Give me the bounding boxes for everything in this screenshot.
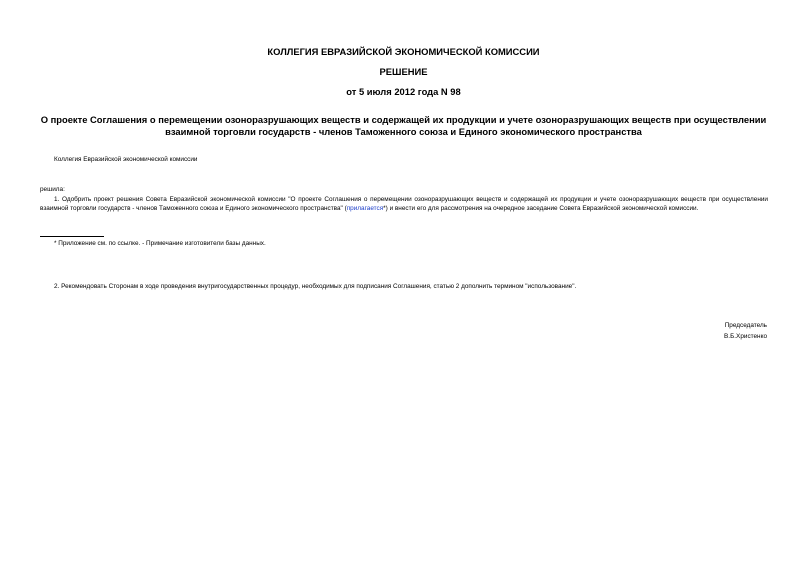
paragraph-2: 2. Рекомендовать Сторонам в ходе проведения внутригосударственных процедур, необходимых для подписания Соглашения, статью 2 дополнить термином "использование". xyxy=(54,283,577,290)
document-type-heading: РЕШЕНИЕ xyxy=(379,66,428,77)
decided-line: решила: xyxy=(40,186,65,193)
paragraph-1 xyxy=(40,195,768,213)
organization-heading: КОЛЛЕГИЯ ЕВРАЗИЙСКОЙ ЭКОНОМИЧЕСКОЙ КОМИССИИ xyxy=(267,46,540,57)
document-title: О проекте Соглашения о перемещении озоноразрушающих веществ и содержащей их продукции и учете озоноразрушающих веществ при осуществлении взаимной торговли государств - членов Таможенного союза и Единого экономического пространства xyxy=(40,114,767,137)
collegium-line: Коллегия Евразийской экономической комиссии xyxy=(54,156,198,163)
paragraph-1-text-start: 1. Одобрить проект решения Совета Евразийской экономической комиссии "О проекте Соглашения о перемещении озоноразрушающих веществ и содержащей их продукции и учете озоноразрушающих веществ при осуществлении взаимной торговли государств - членов Таможенного союза и Единого экономического пространства" ( xyxy=(40,196,768,212)
footnote-divider xyxy=(40,236,104,237)
signature-position: Председатель xyxy=(724,322,767,329)
document-date: от 5 июля 2012 года N 98 xyxy=(346,86,461,97)
footnote: * Приложение см. по ссылке. - Примечание изготовители базы данных. xyxy=(54,240,266,247)
paragraph-1-text-end: *) и внести его для рассмотрения на очередное заседание Совета Евразийской экономической комиссии. xyxy=(383,205,699,212)
attachment-link[interactable]: прилагается xyxy=(346,205,384,212)
signature-name: В.Б.Христенко xyxy=(724,333,767,340)
